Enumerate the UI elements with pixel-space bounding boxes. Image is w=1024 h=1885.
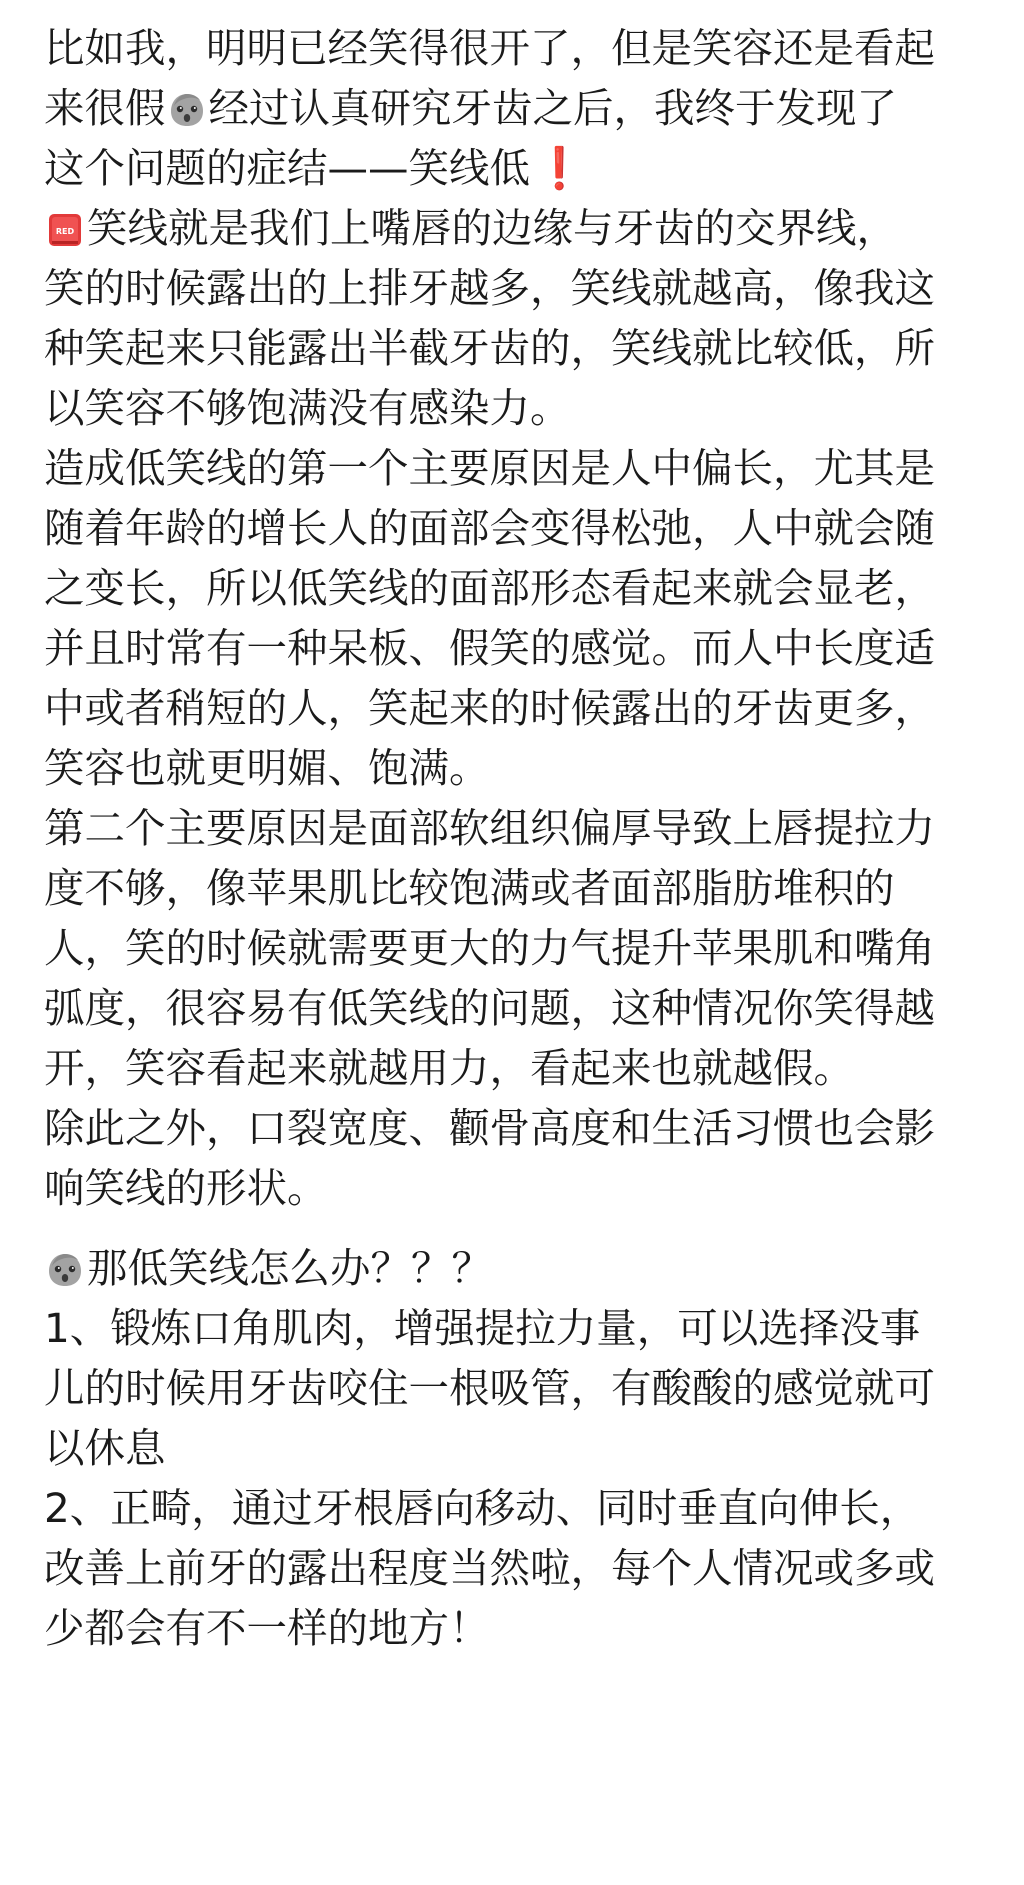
text-fragment: 来很假 <box>44 84 166 132</box>
text-line: 之变长，所以低笑线的面部形态看起来就会显老， <box>44 564 935 612</box>
text-line: 以休息 <box>44 1424 166 1472</box>
text-fragment: 这个问题的症结——笑线低 <box>44 144 530 192</box>
text-line: 少都会有不一样的地方！ <box>44 1604 490 1652</box>
shocked-face-icon <box>46 1245 84 1298</box>
text-line: 种笑起来只能露出半截牙齿的，笑线就比较低，所 <box>44 324 935 372</box>
book-label: RED <box>55 227 75 236</box>
text-fragment: 经过认真研究牙齿之后，我终于发现了 <box>208 84 897 132</box>
text-line: 除此之外，口裂宽度、颧骨高度和生活习惯也会影 <box>44 1104 935 1152</box>
text-line: 造成低笑线的第一个主要原因是人中偏长，尤其是 <box>44 444 935 492</box>
text-line: 度不够，像苹果肌比较饱满或者面部脂肪堆积的 <box>44 864 895 912</box>
text-line <box>44 78 1004 138</box>
exclamation-icon: ❗ <box>534 144 585 192</box>
text-line: 2、正畸，通过牙根唇向移动、同时垂直向伸长， <box>44 1484 921 1532</box>
text-line: 改善上前牙的露出程度当然啦，每个人情况或多或 <box>44 1544 935 1592</box>
red-book-icon <box>46 205 84 258</box>
text-line: 第二个主要原因是面部软组织偏厚导致上唇提拉力 <box>44 804 935 852</box>
text-line: 笑的时候露出的上排牙越多，笑线就越高，像我这 <box>44 264 935 312</box>
text-line: 1、锻炼口角肌肉，增强提拉力量，可以选择没事 <box>44 1304 921 1352</box>
text-line <box>44 198 1004 258</box>
text-line: 中或者稍短的人，笑起来的时候露出的牙齿更多， <box>44 684 935 732</box>
text-line: 弧度，很容易有低笑线的问题，这种情况你笑得越 <box>44 984 935 1032</box>
text-line: 人，笑的时候就需要更大的力气提升苹果肌和嘴角 <box>44 924 935 972</box>
shocked-face-icon <box>168 85 206 138</box>
text-line: 开，笑容看起来就越用力，看起来也就越假。 <box>44 1044 854 1092</box>
text-line: 响笑线的形状。 <box>44 1164 328 1212</box>
text-fragment: 那低笑线怎么办？？？ <box>87 1244 492 1292</box>
text-fragment: 笑线就是我们上嘴唇的边缘与牙齿的交界线， <box>87 204 897 252</box>
text-line: 以笑容不够饱满没有感染力。 <box>44 384 571 432</box>
text-line <box>44 138 1004 198</box>
text-line: 比如我，明明已经笑得很开了，但是笑容还是看起 <box>44 24 935 72</box>
text-line: 并且时常有一种呆板、假笑的感觉。而人中长度适 <box>44 624 935 672</box>
text-line: 儿的时候用牙齿咬住一根吸管，有酸酸的感觉就可 <box>44 1364 935 1412</box>
text-line <box>44 1238 1004 1298</box>
text-line: 随着年龄的增长人的面部会变得松弛，人中就会随 <box>44 504 935 552</box>
text-line: 笑容也就更明媚、饱满。 <box>44 744 490 792</box>
